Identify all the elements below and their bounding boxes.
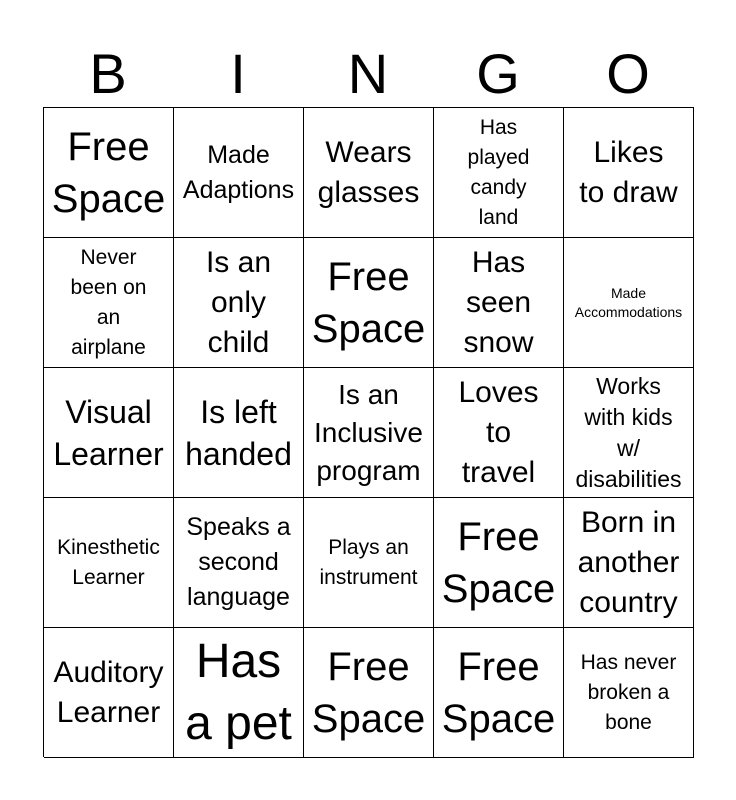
bingo-cell[interactable]: [564, 628, 694, 758]
bingo-cell[interactable]: [434, 238, 564, 368]
cell-label: Free Space: [441, 514, 556, 611]
cell-label: Loves to travel: [458, 375, 539, 489]
cell-label: Is left handed: [185, 393, 292, 472]
cell-label: Likes to draw: [579, 135, 678, 209]
cell-label: Is an Inclusive program: [314, 378, 423, 486]
cell-label: Free Space: [311, 254, 426, 351]
cell-label: Speaks a second language: [186, 513, 291, 611]
header-letter-o: O: [606, 42, 650, 105]
bingo-cell[interactable]: [44, 368, 174, 498]
cell-label: Plays an instrument: [319, 535, 418, 589]
bingo-cell[interactable]: [44, 238, 174, 368]
cell-label: Has played candy land: [467, 115, 530, 229]
header-letter-n: N: [347, 42, 389, 105]
bingo-cell[interactable]: [434, 628, 564, 758]
bingo-cell[interactable]: [174, 368, 304, 498]
cell-label: Is an only child: [205, 245, 272, 359]
bingo-cell[interactable]: [174, 238, 304, 368]
bingo-cell[interactable]: [434, 368, 564, 498]
bingo-header: [43, 40, 693, 108]
bingo-cell[interactable]: [44, 108, 174, 238]
cell-label: Has seen snow: [463, 245, 534, 359]
header-letter-g: G: [476, 42, 520, 105]
bingo-cell[interactable]: [174, 108, 304, 238]
bingo-cell[interactable]: [44, 628, 174, 758]
cell-label: Free Space: [51, 124, 166, 221]
bingo-cell[interactable]: [564, 238, 694, 368]
bingo-cell[interactable]: [564, 368, 694, 498]
cell-label: Free Space: [311, 644, 426, 741]
cell-label: Never been on an airplane: [70, 245, 147, 359]
bingo-cell[interactable]: [434, 498, 564, 628]
cell-label: Wears glasses: [317, 135, 420, 209]
bingo-cell[interactable]: [304, 238, 434, 368]
bingo-cell[interactable]: [434, 108, 564, 238]
header-letter-i: I: [230, 42, 246, 105]
bingo-cell[interactable]: [44, 498, 174, 628]
cell-label: Has never broken a bone: [580, 650, 677, 734]
bingo-cell[interactable]: [304, 498, 434, 628]
bingo-cell[interactable]: [564, 498, 694, 628]
cell-label: Has a pet: [185, 634, 292, 750]
bingo-grid: [43, 107, 694, 757]
header-letter-b: B: [89, 42, 127, 105]
cell-label: Free Space: [441, 644, 556, 741]
cell-label: Made Adaptions: [182, 140, 295, 204]
cell-label: Born in another country: [577, 505, 680, 619]
cell-label: Kinesthetic Learner: [57, 535, 160, 589]
bingo-cell[interactable]: [174, 628, 304, 758]
bingo-cell[interactable]: [304, 368, 434, 498]
bingo-cell[interactable]: [564, 108, 694, 238]
cell-label: Made Accommodations: [574, 284, 683, 320]
bingo-cell[interactable]: [304, 628, 434, 758]
cell-label: Auditory Learner: [53, 655, 164, 729]
cell-label: Works with kids w/ disabilities: [575, 372, 682, 492]
bingo-cell[interactable]: [304, 108, 434, 238]
bingo-cell[interactable]: [174, 498, 304, 628]
cell-label: Visual Learner: [53, 393, 164, 472]
